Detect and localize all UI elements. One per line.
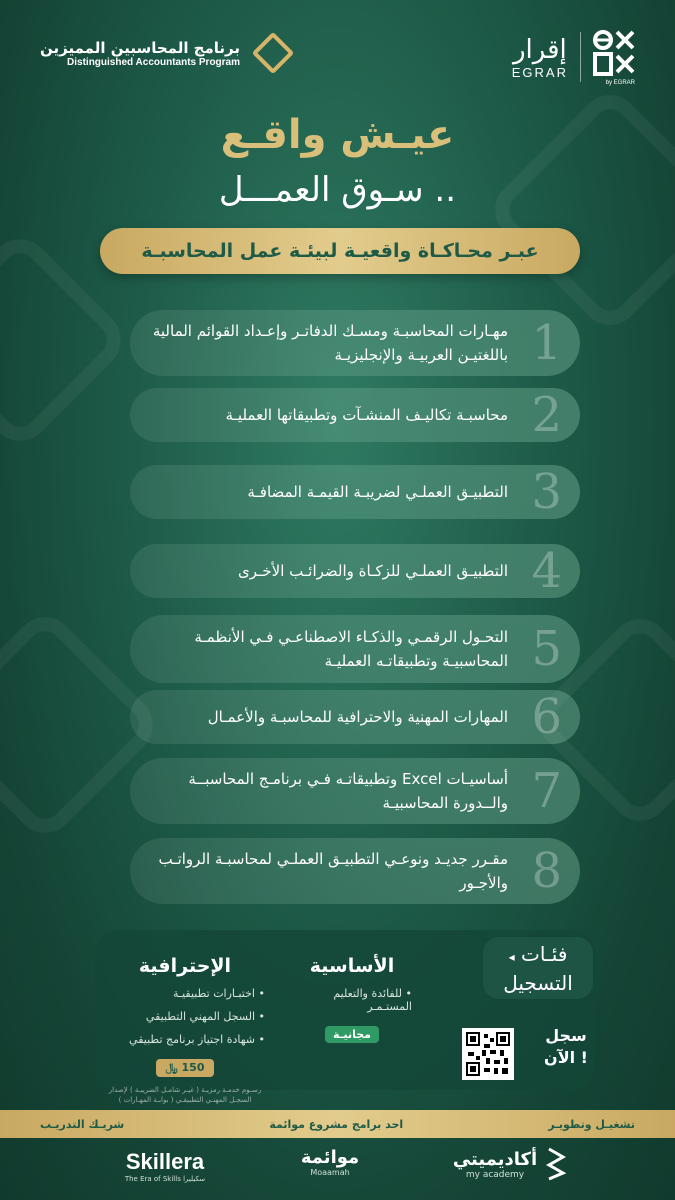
pro-category-title: الإحترافية [138, 955, 232, 977]
basic-feature: • للفائدة والتعليم المستـمـر [292, 987, 412, 1013]
skillera-tagline: The Era of Skills سكيليرا [124, 1175, 206, 1183]
pro-feature: • اختبـارات تطبيقيـة [105, 987, 265, 1000]
item-text: محاسبـة تكاليـف المنشـآت وتطبيقاتها العمليـة [225, 406, 508, 424]
basic-price-badge: مجانيـة [325, 1026, 379, 1043]
pro-price-badge: 150 ﷼ [156, 1059, 215, 1077]
list-item [130, 758, 580, 824]
item-number: 8 [531, 843, 562, 899]
item-number: 5 [531, 621, 562, 677]
categories-label [483, 937, 593, 999]
academy-name-arabic: أكاديميتي [452, 1148, 538, 1170]
brand-name-arabic: إقرار [512, 34, 567, 65]
qr-code-icon [466, 1032, 510, 1076]
skillera-name: Skillera [125, 1149, 205, 1174]
item-number: 2 [531, 387, 562, 443]
item-number: 6 [531, 689, 562, 745]
moaamah-logo [280, 1147, 380, 1177]
egrar-mark-icon [593, 30, 635, 84]
list-item [130, 388, 580, 442]
footer-partner-label: شريـك التدريـب [40, 1117, 125, 1131]
list-item [130, 310, 580, 376]
register-now-text[interactable]: سجل الآن ! [544, 1026, 588, 1067]
item-text: التطبيـق العملـي لضريبـة القيمـة المضافـة [247, 483, 508, 501]
title-banner: عبـر محـاكـاة واقعيـة لبيئـة عمل المحاسبـة [100, 228, 580, 274]
brand-by-text: by EGRAR [605, 80, 635, 86]
program-name-arabic: برنامج المحاسبين المميزين [40, 38, 241, 57]
list-item [130, 615, 580, 683]
program-logo-group [40, 38, 288, 68]
item-text: مقـرر جديـد ونوعـي التطبيـق العملـي لمحاسبـة الرواتـب والأجـور [158, 850, 508, 892]
basic-category-title: الأساسية [309, 955, 395, 977]
pro-feature: • السجل المهني التطبيقي [105, 1010, 265, 1023]
list-item [130, 544, 580, 598]
academy-mark-icon [545, 1147, 567, 1181]
academy-logo [450, 1147, 570, 1181]
program-logo-icon [252, 32, 294, 74]
egrar-logo [512, 30, 635, 84]
pro-fee-note: رسـوم خدمـة رمزيـة ( غيـر شامـل الضريبـة ) لإصدار السجـل المهنـي التطبيقـي ( بوابـة المهـارات ) [108, 1086, 262, 1104]
program-name-english: Distinguished Accountants Program [67, 56, 241, 68]
item-number: 1 [531, 315, 562, 371]
pro-feature: • شهادة اجتياز برنامج تطبيقي [105, 1033, 265, 1046]
moaamah-name-english: Moaamah [310, 1168, 350, 1177]
skillera-logo [115, 1149, 215, 1183]
pro-category [105, 955, 265, 1105]
item-text: التطبيـق العملـي للزكـاة والضرائـب الأخـرى [237, 562, 508, 580]
item-text: أساسيـات Excel وتطبيقاتـه فـي برنامـج المحاسبــة والــدورة المحاسبيـة [188, 770, 508, 812]
list-item [130, 465, 580, 519]
brand-divider [580, 32, 581, 82]
item-text: التحـول الرقمـي والذكـاء الاصطناعـي فـي الأنظمـة المحاسبيـة وتطبيقاتـه العمليـة [194, 628, 508, 670]
categories-label-text: فئـات التسجيل [503, 942, 573, 995]
sub-title: سـوق العمـــل .. [218, 170, 457, 210]
item-number: 3 [531, 464, 562, 520]
item-text: المهارات المهنية والاحترافية للمحاسبـة والأعمـال [207, 708, 508, 726]
item-number: 4 [531, 543, 562, 599]
main-title: عيـش واقـع [220, 112, 455, 158]
basic-category [292, 955, 412, 1043]
footer-logos [0, 1145, 675, 1195]
arrow-left-icon: ◂ [508, 950, 515, 964]
registration-qr-code[interactable] [462, 1028, 514, 1080]
moaamah-name-arabic: موائمة [300, 1147, 360, 1168]
item-text: مهـارات المحاسبـة ومسـك الدفاتـر وإعـداد القوائم المالية باللغتيـن العربيـة والإنجليزيـة [152, 322, 508, 364]
brand-name-english: EGRAR [511, 64, 568, 80]
list-item [130, 838, 580, 904]
footer-bar [0, 1110, 675, 1138]
header [0, 30, 675, 100]
item-number: 7 [531, 763, 562, 819]
footer-operation-label: تشغيـل وتطويـر [548, 1117, 635, 1131]
list-item [130, 690, 580, 744]
footer-program-label: احد برامج مشروع موائمة [269, 1117, 404, 1131]
academy-name-english: my academy [465, 1169, 525, 1180]
